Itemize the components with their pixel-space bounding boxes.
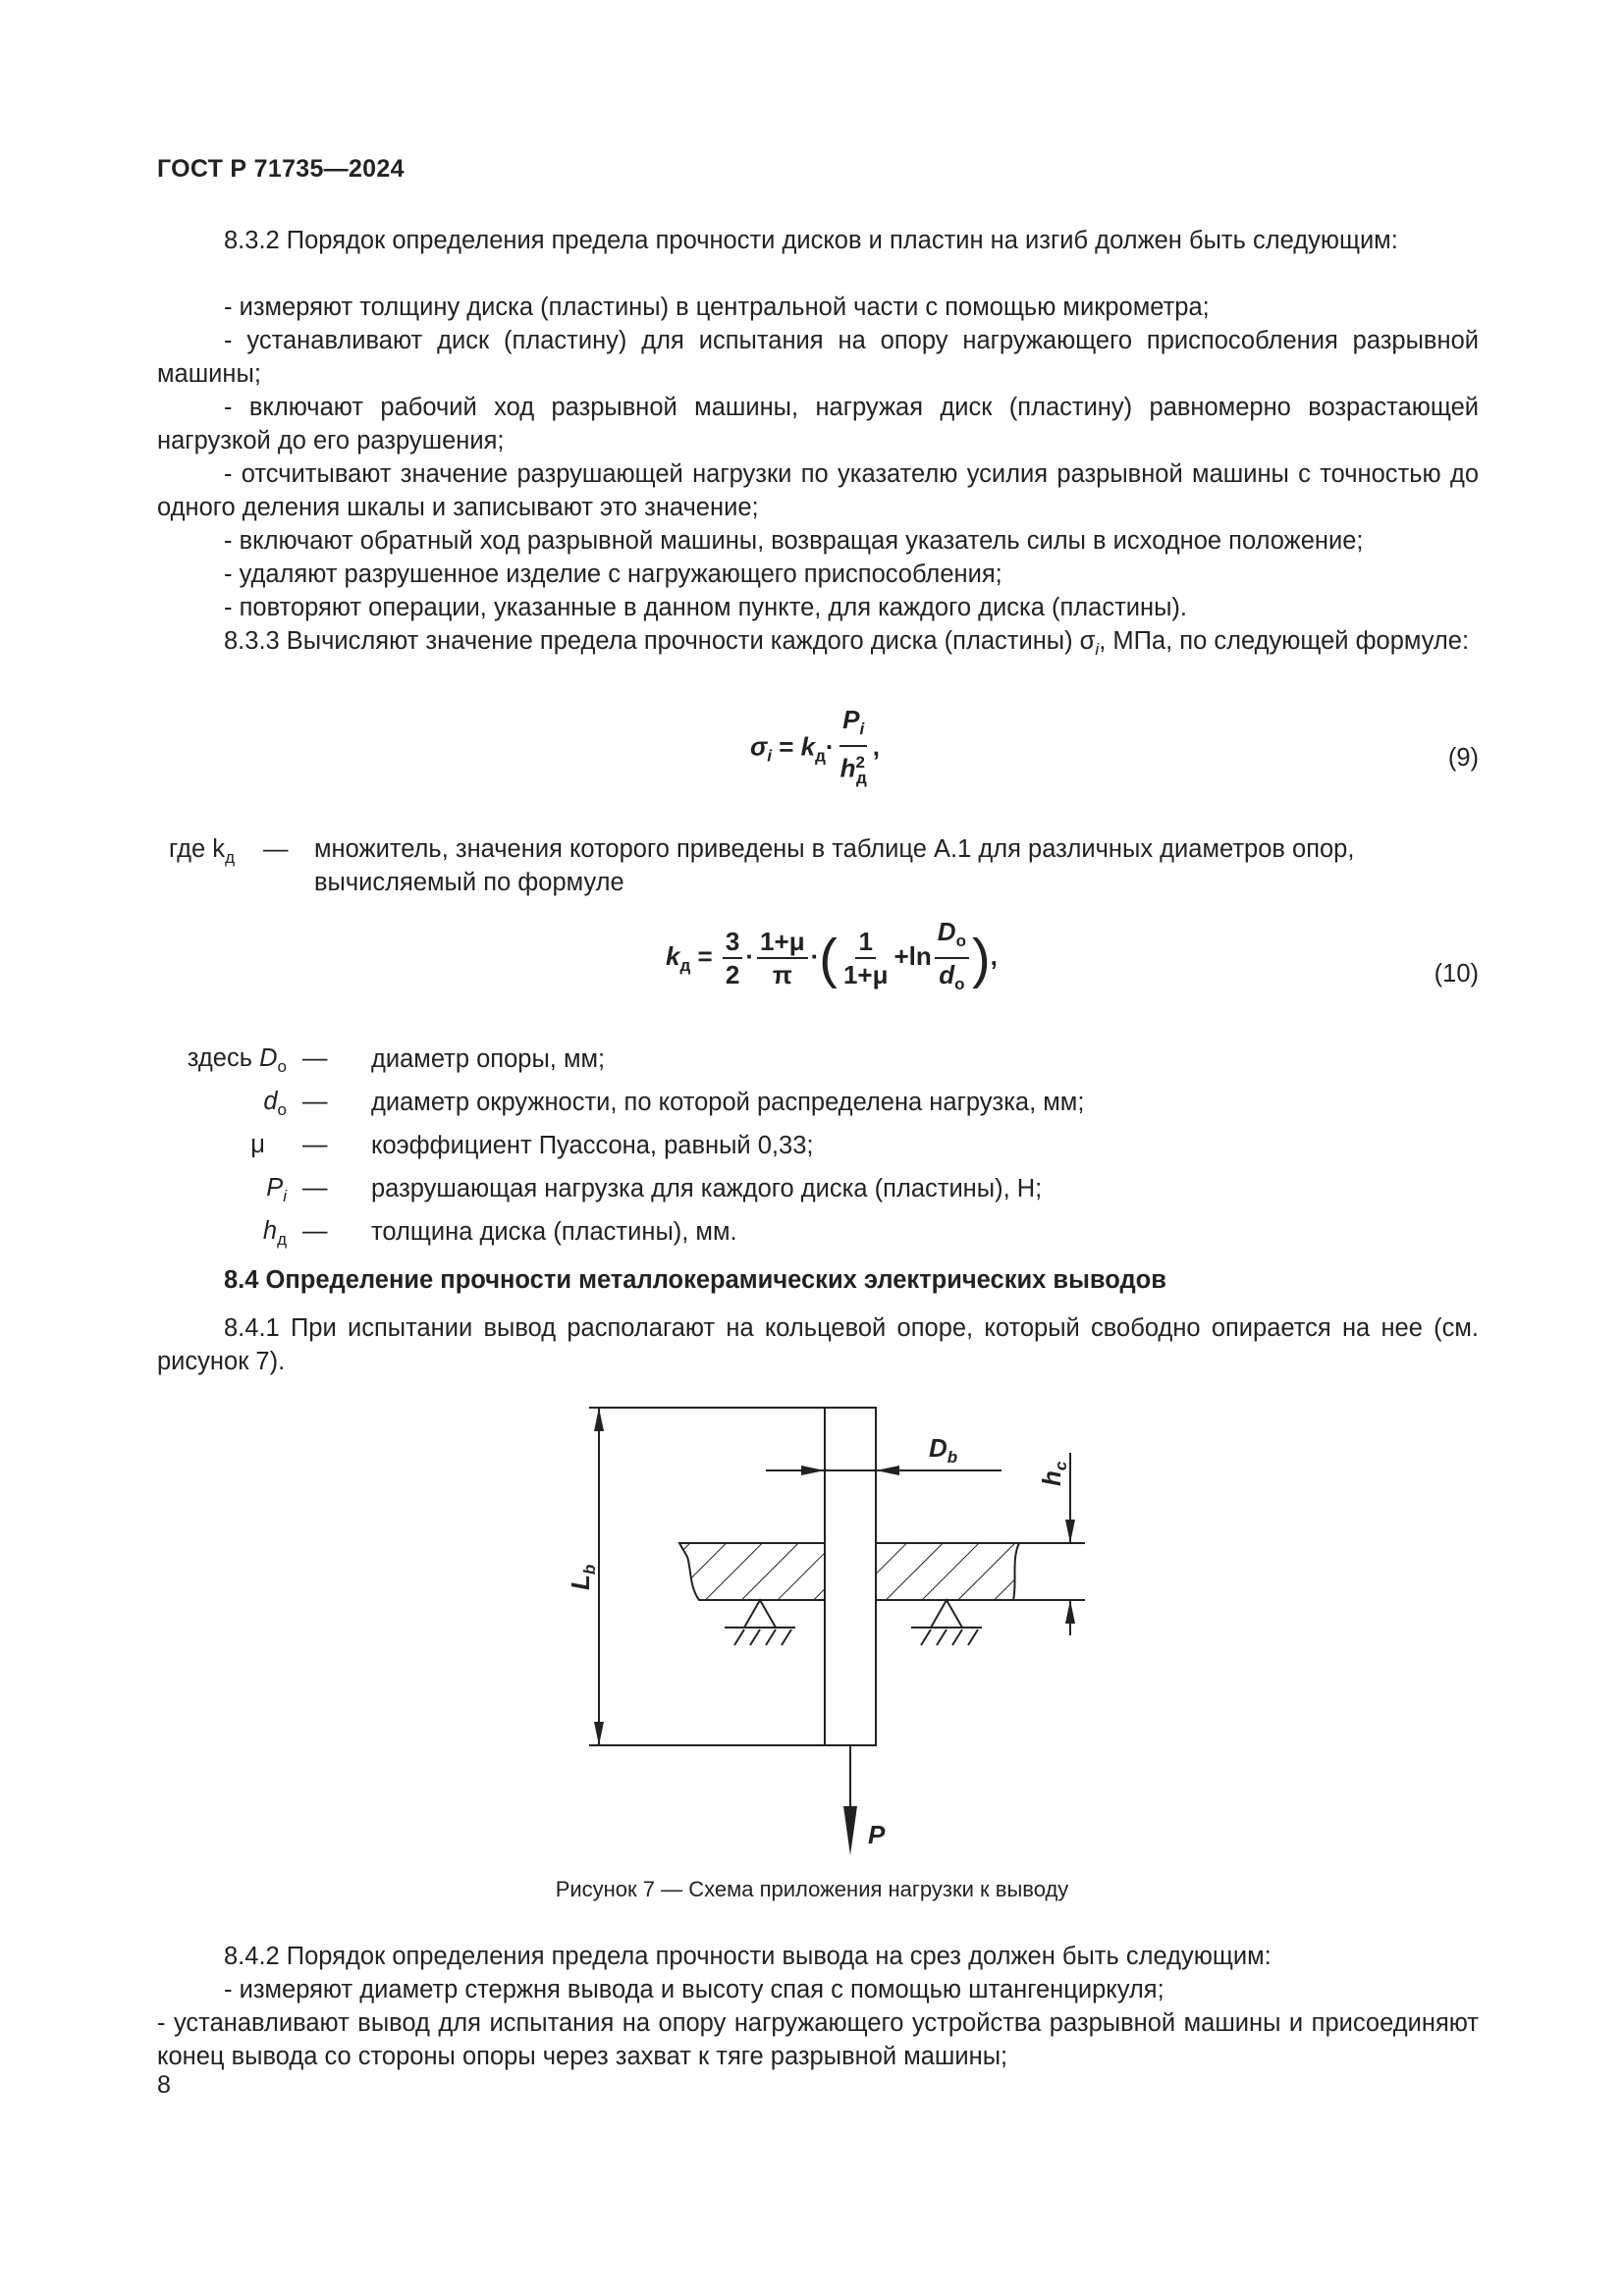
p-symbol: P — [842, 705, 860, 734]
paragraph-8-3-2-intro: 8.3.2 Порядок определения предела прочности дисков и пластин на изгиб должен быть следующим: — [224, 227, 1398, 254]
prefix: здесь — [187, 1044, 260, 1072]
equals: = — [772, 731, 801, 762]
list-item: - измеряют диаметр стержня вывода и высоту спая с помощью штангенциркуля; — [224, 1976, 1164, 2003]
list-item: - устанавливают диск (пластину) для испытания на опору нагружающего приспособления разрывной машины; — [157, 327, 1479, 388]
sigma-symbol: σ — [750, 731, 768, 762]
def-text: диаметр опоры, мм; — [371, 1045, 606, 1073]
load-arrow — [843, 1806, 857, 1855]
fraction-1-mu — [840, 927, 892, 989]
plus-ln: +ln — [893, 940, 932, 971]
where-k-text-1: множитель, значения которого приведены в таблице А.1 для различных диаметров опор, — [314, 835, 1355, 863]
label-db: $D_b$ — [929, 1433, 958, 1467]
num: 1 — [855, 927, 875, 959]
figure-7-caption: Рисунок 7 — Схема приложения нагрузки к выводу — [555, 1877, 1069, 1901]
paragraph-8-4-2-intro: 8.4.2 Порядок определения предела прочности вывода на срез должен быть следующим: — [224, 1943, 1272, 1970]
fraction-D-d — [935, 917, 969, 999]
dot: · — [810, 940, 820, 971]
equation-number-10: (10) — [1434, 960, 1479, 988]
den: π — [772, 960, 792, 989]
section-heading-8-4: 8.4 Определение прочности металлокерамических электрических выводов — [224, 1266, 1166, 1294]
fraction-mu-pi — [757, 927, 808, 989]
subscript: i — [283, 1187, 287, 1205]
label-lb: $L_b$ — [566, 1564, 599, 1590]
def-term-D — [188, 1044, 287, 1077]
symbol: μ — [250, 1131, 265, 1158]
plate-right-hatched — [876, 1543, 1019, 1600]
h-sup: 2 — [855, 753, 865, 772]
where-prefix: где k — [169, 835, 226, 863]
def-term-h — [263, 1217, 287, 1250]
comma: , — [990, 940, 998, 971]
db-arrow-right — [876, 1466, 899, 1475]
label-hc: $h_c$ — [1037, 1461, 1070, 1486]
den: 2 — [725, 960, 740, 989]
symbol: d — [263, 1088, 278, 1115]
subscript: д — [277, 1230, 287, 1249]
def-dash: — — [302, 1174, 328, 1201]
page-number: 8 — [157, 2071, 171, 2099]
def-text: толщина диска (пластины), мм. — [371, 1218, 737, 1246]
open-paren: ( — [819, 927, 838, 989]
p-sub: i — [859, 720, 865, 738]
D-sub: o — [955, 932, 966, 950]
k-symbol: k — [666, 940, 680, 971]
support-right — [911, 1600, 982, 1645]
paragraph-8-3-3 — [157, 624, 1479, 667]
def-dash: — — [302, 1217, 328, 1245]
def-term-mu — [250, 1131, 265, 1159]
lb-arrow-bottom — [594, 1722, 604, 1745]
symbol: h — [262, 1217, 278, 1245]
k-sub: д — [815, 746, 826, 766]
label-p: P — [868, 1820, 886, 1849]
def-dash: — — [302, 1131, 328, 1158]
text-after: , МПа, по следующей формуле: — [1099, 627, 1470, 655]
list-item: - измеряют толщину диска (пластины) в центральной части с помощью микрометра; — [224, 294, 1210, 321]
fraction-p-over-h — [838, 705, 870, 793]
def-dash: — — [302, 1044, 328, 1072]
list-item: - отсчитывают значение разрушающей нагрузки по указателю усилия разрывной машины с точностью до одного деления шкалы и записывают это значение; — [157, 460, 1479, 521]
dot: · — [825, 731, 835, 762]
def-text: диаметр окружности, по которой распределена нагрузка, мм; — [371, 1089, 1085, 1116]
d-sub: o — [954, 975, 965, 993]
equation-number-9: (9) — [1447, 744, 1479, 772]
paragraph-8-4-1: 8.4.1 При испытании вывод располагают на кольцевой опоре, который свободно опирается на нее (см. рисунок 7). — [157, 1314, 1479, 1375]
sigma-sub: i — [767, 746, 772, 766]
list-item: - включают обратный ход разрывной машины, возвращая указатель силы в исходное положение; — [224, 527, 1364, 555]
h-sub: д — [855, 768, 867, 787]
h-symbol: h — [839, 753, 856, 783]
def-term-d — [263, 1088, 287, 1120]
sigma-subscript: i — [1095, 640, 1100, 660]
fraction-3-2 — [723, 927, 742, 989]
subscript: o — [277, 1057, 287, 1076]
D-symbol: D — [937, 917, 956, 946]
where-dash: — — [263, 835, 289, 863]
symbol: P — [266, 1174, 284, 1201]
def-text: разрушающая нагрузка для каждого диска (пластины), Н; — [371, 1175, 1043, 1202]
figure-7-diagram — [550, 1394, 1100, 1855]
subscript: o — [277, 1100, 287, 1119]
symbol: D — [259, 1044, 278, 1072]
list-item: - удаляют разрушенное изделие с нагружающего приспособления; — [224, 561, 1002, 588]
rod — [825, 1408, 876, 1745]
def-dash: — — [302, 1088, 328, 1115]
formula-9 — [750, 705, 880, 793]
num: 3 — [723, 927, 742, 959]
def-text: коэффициент Пуассона, равный 0,33; — [371, 1132, 814, 1159]
db-arrow-left — [801, 1466, 825, 1475]
standard-header: ГОСТ Р 71735—2024 — [157, 155, 405, 183]
where-k-term — [169, 832, 235, 875]
support-left — [725, 1600, 795, 1645]
formula-10 — [666, 917, 998, 999]
d-symbol: d — [939, 960, 955, 989]
comma: , — [872, 731, 880, 762]
def-term-P — [266, 1174, 287, 1206]
list-item: - включают рабочий ход разрывной машины, нагружая диск (пластину) равномерно возрастающей нагрузкой до его разрушения; — [157, 394, 1479, 454]
list-item: - устанавливают вывод для испытания на опору нагружающего устройства разрывной машины и присоединяют конец вывода со стороны опоры через захват к тяге разрывной машины; — [157, 2009, 1479, 2070]
dot: · — [745, 940, 755, 971]
k-symbol: k — [800, 731, 816, 762]
equals: = — [690, 940, 720, 971]
den: 1+μ — [842, 960, 889, 989]
lb-arrow-top — [594, 1408, 604, 1431]
k-sub: д — [679, 955, 691, 975]
k-sub: д — [225, 848, 235, 867]
num: 1+μ — [757, 927, 808, 959]
hc-arrow-down — [1065, 1520, 1075, 1543]
close-paren: ) — [971, 927, 991, 989]
text-before: 8.3.3 Вычисляют значение предела прочности каждого диска (пластины) σ — [224, 627, 1096, 655]
list-item: - повторяют операции, указанные в данном пункте, для каждого диска (пластины). — [224, 594, 1187, 621]
plate-left-hatched — [679, 1543, 825, 1600]
hc-arrow-up — [1065, 1600, 1075, 1624]
where-k-text-2: вычисляемый по формуле — [314, 869, 624, 896]
